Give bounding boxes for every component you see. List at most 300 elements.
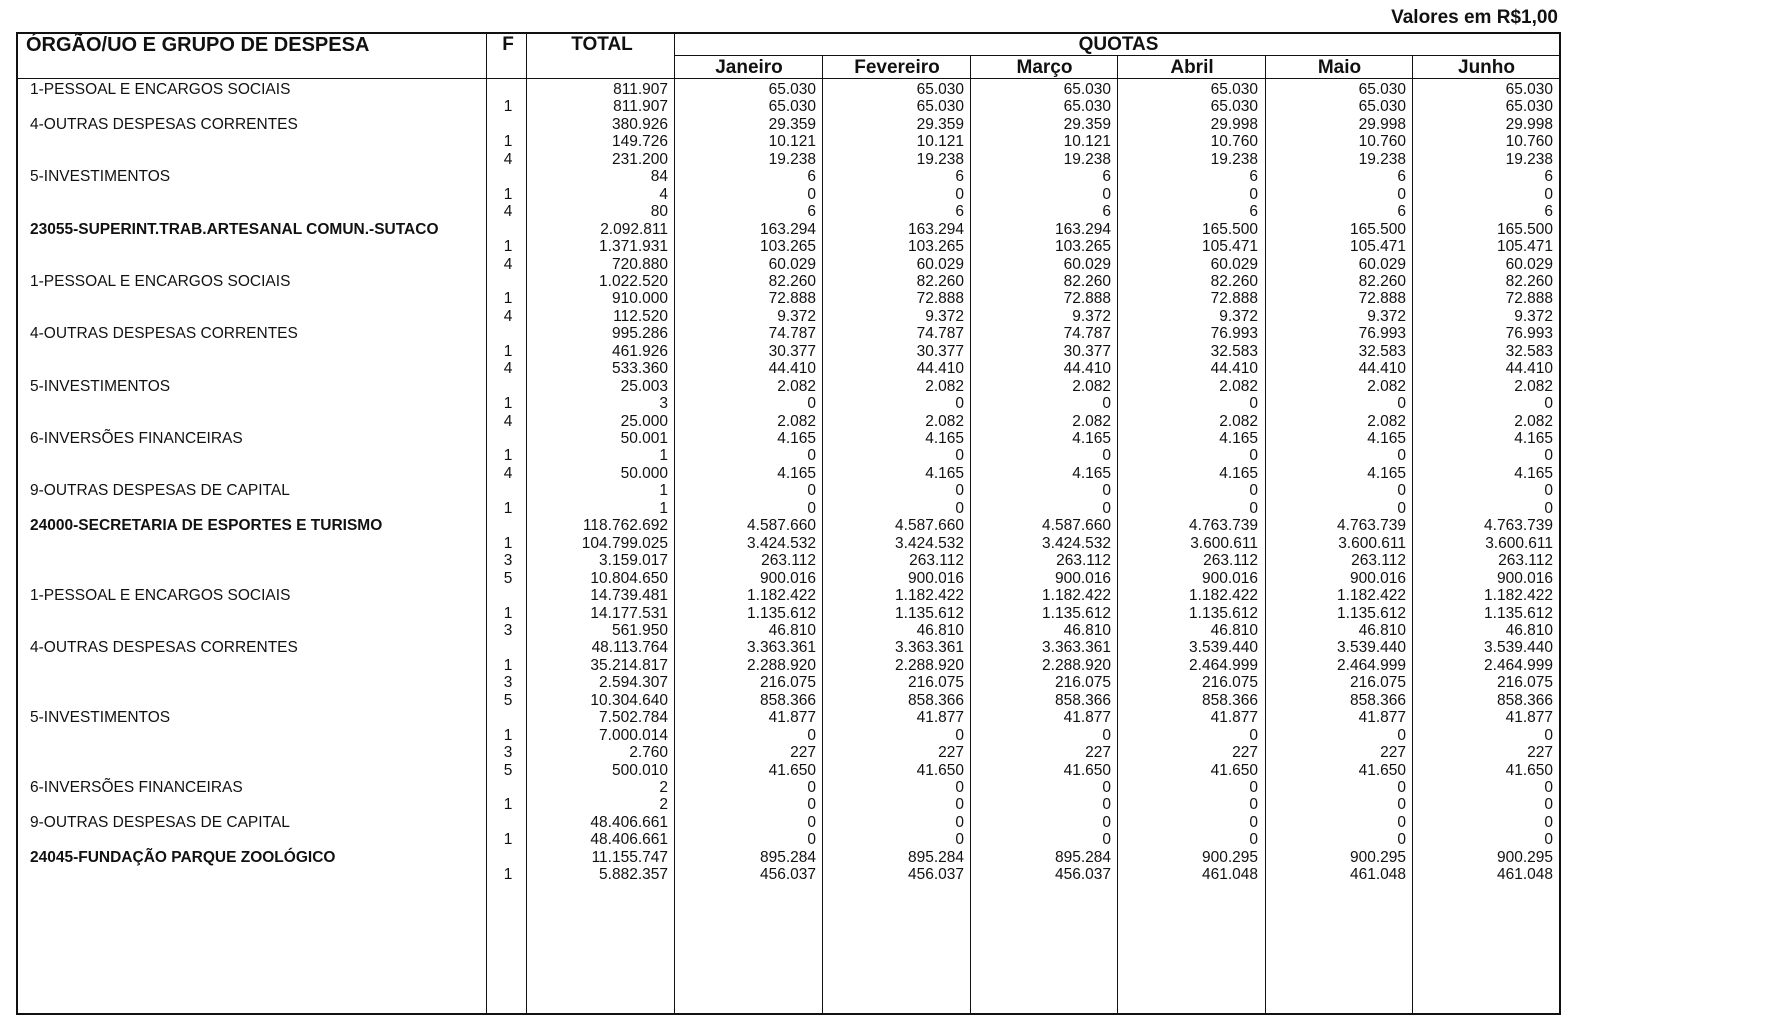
row-month-value: 2.082 bbox=[1219, 377, 1258, 395]
row-fonte: 4 bbox=[503, 150, 513, 168]
row-month-value: 29.998 bbox=[1358, 115, 1406, 133]
row-month-value: 216.075 bbox=[907, 674, 964, 692]
row-total: 1 bbox=[659, 482, 668, 500]
row-total: 48.406.661 bbox=[590, 813, 668, 831]
row-label: 9-OUTRAS DESPESAS DE CAPITAL bbox=[30, 482, 290, 500]
row-month-value: 6 bbox=[1249, 168, 1258, 186]
row-month-value: 32.583 bbox=[1210, 342, 1258, 360]
row-month-value: 3.424.532 bbox=[1042, 534, 1111, 552]
row-month-value: 227 bbox=[1527, 744, 1553, 762]
row-month-value: 10.760 bbox=[1210, 133, 1258, 151]
row-month-value: 10.121 bbox=[916, 133, 964, 151]
row-month-value: 2.288.920 bbox=[1042, 656, 1111, 674]
row-total: 2 bbox=[659, 796, 668, 814]
row-month-value: 9.372 bbox=[1514, 307, 1553, 325]
row-month-value: 2.082 bbox=[1072, 377, 1111, 395]
row-month-value: 263.112 bbox=[761, 552, 816, 570]
header-month-fevereiro: Fevereiro bbox=[854, 57, 940, 78]
header-quotas: QUOTAS bbox=[1078, 34, 1159, 55]
row-month-value: 163.294 bbox=[759, 220, 816, 238]
row-month-value: 65.030 bbox=[768, 98, 816, 116]
row-month-value: 0 bbox=[1544, 779, 1553, 796]
row-month-value: 0 bbox=[1249, 796, 1258, 814]
row-month-value: 0 bbox=[1544, 499, 1553, 517]
row-month-value: 0 bbox=[955, 447, 964, 465]
row-month-value: 0 bbox=[1397, 831, 1406, 849]
row-total: 1.022.520 bbox=[599, 272, 668, 290]
row-total: 231.200 bbox=[611, 150, 668, 168]
row-month-value: 4.587.660 bbox=[1042, 517, 1111, 535]
row-fonte: 3 bbox=[503, 744, 513, 762]
row-month-value: 9.372 bbox=[1367, 307, 1406, 325]
row-label: 4-OUTRAS DESPESAS CORRENTES bbox=[30, 325, 298, 343]
row-month-value: 900.016 bbox=[1201, 569, 1258, 587]
row-month-value: 2.288.920 bbox=[895, 656, 964, 674]
row-month-value: 0 bbox=[1397, 499, 1406, 517]
row-month-value: 900.295 bbox=[1349, 848, 1406, 866]
row-month-value: 29.359 bbox=[916, 115, 964, 133]
row-total: 561.950 bbox=[611, 621, 668, 639]
row-total: 811.907 bbox=[613, 81, 668, 98]
row-month-value: 0 bbox=[1249, 831, 1258, 849]
row-month-value: 4.763.739 bbox=[1189, 517, 1258, 535]
row-total: 112.520 bbox=[613, 307, 668, 325]
row-month-value: 0 bbox=[1544, 185, 1553, 203]
row-month-value: 76.993 bbox=[1505, 325, 1553, 343]
row-month-value: 0 bbox=[1249, 482, 1258, 500]
row-month-value: 263.112 bbox=[1056, 552, 1111, 570]
row-month-value: 461.048 bbox=[1349, 866, 1406, 884]
row-month-value: 19.238 bbox=[768, 150, 816, 168]
header-f: F bbox=[502, 34, 514, 55]
row-total: 2.760 bbox=[629, 744, 668, 762]
row-total: 118.762.692 bbox=[582, 517, 668, 535]
row-fonte: 1 bbox=[503, 604, 513, 622]
row-month-value: 65.030 bbox=[916, 98, 964, 116]
row-month-value: 895.284 bbox=[907, 848, 964, 866]
row-month-value: 0 bbox=[1397, 395, 1406, 413]
row-month-value: 74.787 bbox=[768, 325, 816, 343]
table-body bbox=[18, 80, 1559, 1013]
row-month-value: 263.112 bbox=[1351, 552, 1406, 570]
row-fonte: 1 bbox=[503, 866, 513, 884]
table-row bbox=[18, 865, 1559, 885]
row-month-value: 72.888 bbox=[1210, 290, 1258, 308]
row-month-value: 46.810 bbox=[1505, 621, 1553, 639]
row-month-value: 10.760 bbox=[1358, 133, 1406, 151]
row-month-value: 163.294 bbox=[1054, 220, 1111, 238]
row-month-value: 165.500 bbox=[1496, 220, 1553, 238]
row-month-value: 2.464.999 bbox=[1189, 656, 1258, 674]
row-month-value: 44.410 bbox=[768, 360, 816, 378]
row-total: 2.594.307 bbox=[599, 674, 668, 692]
row-month-value: 0 bbox=[807, 726, 816, 744]
row-month-value: 41.877 bbox=[916, 709, 964, 727]
row-fonte: 1 bbox=[503, 395, 513, 413]
row-total: 720.880 bbox=[611, 255, 668, 273]
row-month-value: 2.082 bbox=[1072, 412, 1111, 430]
row-month-value: 74.787 bbox=[1063, 325, 1111, 343]
row-month-value: 2.464.999 bbox=[1484, 656, 1553, 674]
row-month-value: 1.182.422 bbox=[1337, 587, 1406, 605]
row-label: 1-PESSOAL E ENCARGOS SOCIAIS bbox=[30, 587, 291, 605]
row-fonte: 3 bbox=[503, 552, 513, 570]
row-month-value: 3.539.440 bbox=[1189, 639, 1258, 657]
row-month-value: 65.030 bbox=[1210, 98, 1258, 116]
row-label: 5-INVESTIMENTOS bbox=[30, 377, 171, 395]
row-month-value: 4.165 bbox=[1072, 430, 1111, 447]
row-fonte: 4 bbox=[503, 464, 513, 482]
row-total: 7.000.014 bbox=[599, 726, 668, 744]
row-month-value: 0 bbox=[1397, 813, 1406, 831]
row-month-value: 0 bbox=[955, 796, 964, 814]
row-month-value: 0 bbox=[1544, 796, 1553, 814]
row-label: 1-PESSOAL E ENCARGOS SOCIAIS bbox=[30, 272, 291, 290]
row-month-value: 65.030 bbox=[1358, 81, 1406, 98]
row-month-value: 105.471 bbox=[1349, 238, 1406, 256]
budget-table bbox=[16, 32, 1561, 1015]
row-month-value: 4.165 bbox=[925, 430, 964, 447]
row-month-value: 0 bbox=[807, 447, 816, 465]
row-month-value: 72.888 bbox=[768, 290, 816, 308]
row-month-value: 32.583 bbox=[1505, 342, 1553, 360]
row-month-value: 216.075 bbox=[1201, 674, 1258, 692]
row-month-value: 9.372 bbox=[1219, 307, 1258, 325]
row-month-value: 41.877 bbox=[1505, 709, 1553, 727]
row-month-value: 2.082 bbox=[777, 412, 816, 430]
row-total: 104.799.025 bbox=[581, 534, 668, 552]
row-month-value: 41.650 bbox=[916, 761, 964, 779]
row-month-value: 44.410 bbox=[1210, 360, 1258, 378]
row-month-value: 4.165 bbox=[777, 464, 816, 482]
row-month-value: 65.030 bbox=[1505, 98, 1553, 116]
row-total: 3.159.017 bbox=[599, 552, 668, 570]
row-month-value: 29.998 bbox=[1210, 115, 1258, 133]
row-month-value: 0 bbox=[1397, 447, 1406, 465]
row-month-value: 456.037 bbox=[907, 866, 964, 884]
row-total: 910.000 bbox=[611, 290, 668, 308]
row-month-value: 0 bbox=[955, 813, 964, 831]
row-month-value: 0 bbox=[1102, 499, 1111, 517]
row-month-value: 76.993 bbox=[1210, 325, 1258, 343]
row-fonte: 1 bbox=[503, 290, 513, 308]
row-month-value: 19.238 bbox=[1358, 150, 1406, 168]
row-month-value: 30.377 bbox=[916, 342, 964, 360]
row-label: 23055-SUPERINT.TRAB.ARTESANAL COMUN.-SUTACO bbox=[30, 220, 439, 238]
row-month-value: 2.082 bbox=[777, 377, 816, 395]
row-total: 80 bbox=[650, 203, 668, 221]
row-fonte: 4 bbox=[503, 203, 513, 221]
row-month-value: 0 bbox=[1102, 779, 1111, 796]
row-month-value: 0 bbox=[807, 185, 816, 203]
row-month-value: 2.082 bbox=[925, 412, 964, 430]
row-month-value: 4.165 bbox=[777, 430, 816, 447]
row-month-value: 0 bbox=[955, 185, 964, 203]
row-month-value: 9.372 bbox=[777, 307, 816, 325]
row-month-value: 6 bbox=[807, 203, 816, 221]
row-month-value: 0 bbox=[955, 395, 964, 413]
row-month-value: 82.260 bbox=[1358, 272, 1406, 290]
row-month-value: 105.471 bbox=[1496, 238, 1553, 256]
row-label: 24045-FUNDAÇÃO PARQUE ZOOLÓGICO bbox=[30, 848, 336, 866]
row-month-value: 900.295 bbox=[1496, 848, 1553, 866]
row-fonte: 3 bbox=[503, 674, 513, 692]
row-month-value: 19.238 bbox=[1210, 150, 1258, 168]
row-month-value: 0 bbox=[1249, 185, 1258, 203]
row-month-value: 858.366 bbox=[1496, 691, 1553, 709]
row-month-value: 82.260 bbox=[916, 272, 964, 290]
row-month-value: 41.877 bbox=[1358, 709, 1406, 727]
row-month-value: 900.016 bbox=[759, 569, 816, 587]
row-month-value: 0 bbox=[1544, 831, 1553, 849]
row-month-value: 65.030 bbox=[916, 81, 964, 98]
row-month-value: 1.135.612 bbox=[1484, 604, 1553, 622]
row-month-value: 41.650 bbox=[1063, 761, 1111, 779]
row-month-value: 4.165 bbox=[1514, 464, 1553, 482]
row-month-value: 4.763.739 bbox=[1484, 517, 1553, 535]
row-month-value: 6 bbox=[955, 168, 964, 186]
row-month-value: 3.600.611 bbox=[1190, 534, 1258, 552]
row-month-value: 0 bbox=[807, 796, 816, 814]
row-month-value: 858.366 bbox=[759, 691, 816, 709]
row-fonte: 4 bbox=[503, 412, 513, 430]
row-month-value: 0 bbox=[1397, 185, 1406, 203]
row-month-value: 46.810 bbox=[1210, 621, 1258, 639]
row-month-value: 103.265 bbox=[1054, 238, 1111, 256]
row-month-value: 227 bbox=[790, 744, 816, 762]
row-month-value: 0 bbox=[1102, 726, 1111, 744]
row-month-value: 2.082 bbox=[1514, 377, 1553, 395]
row-month-value: 4.763.739 bbox=[1337, 517, 1406, 535]
row-month-value: 6 bbox=[1397, 168, 1406, 186]
row-month-value: 41.650 bbox=[1505, 761, 1553, 779]
row-month-value: 4.165 bbox=[1367, 430, 1406, 447]
row-month-value: 10.121 bbox=[768, 133, 816, 151]
row-month-value: 72.888 bbox=[916, 290, 964, 308]
row-total: 3 bbox=[659, 395, 668, 413]
row-month-value: 0 bbox=[1249, 395, 1258, 413]
row-total: 25.003 bbox=[620, 377, 668, 395]
row-month-value: 30.377 bbox=[1063, 342, 1111, 360]
row-month-value: 30.377 bbox=[768, 342, 816, 360]
row-month-value: 105.471 bbox=[1201, 238, 1258, 256]
row-month-value: 60.029 bbox=[1505, 255, 1553, 273]
row-month-value: 0 bbox=[807, 499, 816, 517]
row-month-value: 9.372 bbox=[1072, 307, 1111, 325]
row-fonte: 1 bbox=[503, 656, 513, 674]
row-total: 2.092.811 bbox=[600, 220, 668, 238]
row-total: 35.214.817 bbox=[590, 656, 668, 674]
row-month-value: 858.366 bbox=[1201, 691, 1258, 709]
row-total: 48.113.764 bbox=[591, 639, 668, 657]
row-month-value: 1.182.422 bbox=[1484, 587, 1553, 605]
row-month-value: 72.888 bbox=[1063, 290, 1111, 308]
row-month-value: 0 bbox=[1249, 779, 1258, 796]
row-month-value: 82.260 bbox=[1505, 272, 1553, 290]
row-month-value: 0 bbox=[1249, 447, 1258, 465]
header-orgao: ÓRGÃO/UO E GRUPO DE DESPESA bbox=[26, 34, 370, 56]
row-month-value: 4.165 bbox=[925, 464, 964, 482]
row-total: 11.155.747 bbox=[591, 848, 668, 866]
row-month-value: 0 bbox=[807, 779, 816, 796]
row-label: 6-INVERSÕES FINANCEIRAS bbox=[30, 430, 243, 447]
row-month-value: 19.238 bbox=[916, 150, 964, 168]
row-label: 4-OUTRAS DESPESAS CORRENTES bbox=[30, 115, 298, 133]
row-month-value: 0 bbox=[1249, 726, 1258, 744]
row-month-value: 263.112 bbox=[909, 552, 964, 570]
row-month-value: 60.029 bbox=[768, 255, 816, 273]
row-month-value: 72.888 bbox=[1505, 290, 1553, 308]
row-month-value: 1.135.612 bbox=[895, 604, 964, 622]
row-total: 50.000 bbox=[620, 464, 668, 482]
row-month-value: 60.029 bbox=[1210, 255, 1258, 273]
row-fonte: 1 bbox=[503, 98, 513, 116]
row-fonte: 1 bbox=[503, 796, 513, 814]
row-fonte: 4 bbox=[503, 255, 513, 273]
row-month-value: 0 bbox=[1544, 813, 1553, 831]
row-month-value: 44.410 bbox=[1063, 360, 1111, 378]
header-month-junho: Junho bbox=[1458, 57, 1515, 78]
row-month-value: 10.760 bbox=[1505, 133, 1553, 151]
row-month-value: 1.135.612 bbox=[1337, 604, 1406, 622]
row-total: 14.739.481 bbox=[590, 587, 668, 605]
row-month-value: 227 bbox=[938, 744, 964, 762]
row-month-value: 227 bbox=[1232, 744, 1258, 762]
row-month-value: 29.359 bbox=[768, 115, 816, 133]
row-total: 1 bbox=[659, 447, 668, 465]
row-month-value: 461.048 bbox=[1201, 866, 1258, 884]
row-month-value: 1.135.612 bbox=[747, 604, 816, 622]
row-month-value: 0 bbox=[1102, 831, 1111, 849]
row-fonte: 1 bbox=[503, 447, 513, 465]
row-fonte: 1 bbox=[503, 238, 513, 256]
row-fonte: 5 bbox=[503, 569, 513, 587]
row-month-value: 41.650 bbox=[768, 761, 816, 779]
row-month-value: 4.165 bbox=[1072, 464, 1111, 482]
row-month-value: 46.810 bbox=[768, 621, 816, 639]
row-month-value: 2.464.999 bbox=[1337, 656, 1406, 674]
row-month-value: 0 bbox=[1544, 482, 1553, 500]
row-month-value: 44.410 bbox=[916, 360, 964, 378]
row-month-value: 103.265 bbox=[759, 238, 816, 256]
row-fonte: 1 bbox=[503, 133, 513, 151]
row-label: 4-OUTRAS DESPESAS CORRENTES bbox=[30, 639, 298, 657]
row-total: 995.286 bbox=[611, 325, 668, 343]
row-total: 84 bbox=[650, 168, 668, 186]
row-month-value: 216.075 bbox=[1349, 674, 1406, 692]
row-total: 533.360 bbox=[611, 360, 668, 378]
row-label: 24000-SECRETARIA DE ESPORTES E TURISMO bbox=[30, 517, 383, 535]
row-total: 2 bbox=[659, 779, 668, 796]
header-month-marco: Março bbox=[1016, 57, 1073, 78]
row-month-value: 29.359 bbox=[1063, 115, 1111, 133]
row-month-value: 60.029 bbox=[1358, 255, 1406, 273]
row-month-value: 2.082 bbox=[1219, 412, 1258, 430]
row-month-value: 900.016 bbox=[907, 569, 964, 587]
row-month-value: 65.030 bbox=[1358, 98, 1406, 116]
row-month-value: 0 bbox=[955, 831, 964, 849]
row-month-value: 103.265 bbox=[907, 238, 964, 256]
row-month-value: 0 bbox=[807, 482, 816, 500]
row-month-value: 0 bbox=[1102, 185, 1111, 203]
row-month-value: 3.363.361 bbox=[1042, 639, 1111, 657]
row-month-value: 82.260 bbox=[1063, 272, 1111, 290]
row-month-value: 6 bbox=[1102, 168, 1111, 186]
row-month-value: 227 bbox=[1380, 744, 1406, 762]
unit-note: Valores em R$1,00 bbox=[1391, 7, 1558, 28]
row-month-value: 3.600.611 bbox=[1338, 534, 1406, 552]
row-label: 6-INVERSÕES FINANCEIRAS bbox=[30, 779, 243, 796]
row-month-value: 46.810 bbox=[1063, 621, 1111, 639]
row-month-value: 6 bbox=[1544, 203, 1553, 221]
row-total: 149.726 bbox=[611, 133, 668, 151]
header-total: TOTAL bbox=[571, 34, 633, 55]
header-month-maio: Maio bbox=[1317, 57, 1362, 78]
row-month-value: 65.030 bbox=[1063, 98, 1111, 116]
row-month-value: 60.029 bbox=[916, 255, 964, 273]
row-total: 14.177.531 bbox=[590, 604, 668, 622]
row-month-value: 165.500 bbox=[1201, 220, 1258, 238]
row-fonte: 5 bbox=[503, 761, 513, 779]
row-month-value: 216.075 bbox=[1496, 674, 1553, 692]
row-month-value: 82.260 bbox=[768, 272, 816, 290]
row-month-value: 29.998 bbox=[1505, 115, 1553, 133]
row-label: 5-INVESTIMENTOS bbox=[30, 168, 171, 186]
row-month-value: 263.112 bbox=[1498, 552, 1553, 570]
row-month-value: 6 bbox=[1397, 203, 1406, 221]
row-month-value: 4.587.660 bbox=[895, 517, 964, 535]
row-month-value: 0 bbox=[1249, 813, 1258, 831]
row-month-value: 4.587.660 bbox=[747, 517, 816, 535]
row-total: 811.907 bbox=[613, 98, 668, 116]
row-month-value: 2.082 bbox=[1367, 412, 1406, 430]
row-fonte: 4 bbox=[503, 307, 513, 325]
row-month-value: 0 bbox=[955, 482, 964, 500]
row-month-value: 41.877 bbox=[1063, 709, 1111, 727]
row-fonte: 1 bbox=[503, 534, 513, 552]
row-month-value: 0 bbox=[1102, 395, 1111, 413]
row-month-value: 461.048 bbox=[1496, 866, 1553, 884]
row-month-value: 65.030 bbox=[1505, 81, 1553, 98]
row-month-value: 1.135.612 bbox=[1189, 604, 1258, 622]
row-month-value: 65.030 bbox=[1063, 81, 1111, 98]
row-month-value: 4.165 bbox=[1219, 430, 1258, 447]
row-month-value: 1.182.422 bbox=[747, 587, 816, 605]
row-month-value: 74.787 bbox=[916, 325, 964, 343]
row-total: 5.882.357 bbox=[599, 866, 668, 884]
row-month-value: 19.238 bbox=[1063, 150, 1111, 168]
row-month-value: 3.424.532 bbox=[747, 534, 816, 552]
row-month-value: 41.877 bbox=[768, 709, 816, 727]
row-month-value: 900.295 bbox=[1201, 848, 1258, 866]
row-month-value: 4.165 bbox=[1219, 464, 1258, 482]
row-month-value: 0 bbox=[1397, 482, 1406, 500]
row-month-value: 2.082 bbox=[1367, 377, 1406, 395]
row-month-value: 0 bbox=[1102, 447, 1111, 465]
row-fonte: 1 bbox=[503, 499, 513, 517]
row-month-value: 44.410 bbox=[1505, 360, 1553, 378]
row-month-value: 900.016 bbox=[1496, 569, 1553, 587]
row-month-value: 0 bbox=[1544, 726, 1553, 744]
row-month-value: 858.366 bbox=[1054, 691, 1111, 709]
row-month-value: 82.260 bbox=[1210, 272, 1258, 290]
row-total: 500.010 bbox=[611, 761, 668, 779]
row-month-value: 2.288.920 bbox=[747, 656, 816, 674]
row-month-value: 3.600.611 bbox=[1485, 534, 1553, 552]
row-month-value: 216.075 bbox=[1054, 674, 1111, 692]
row-month-value: 3.424.532 bbox=[895, 534, 964, 552]
row-month-value: 263.112 bbox=[1203, 552, 1258, 570]
